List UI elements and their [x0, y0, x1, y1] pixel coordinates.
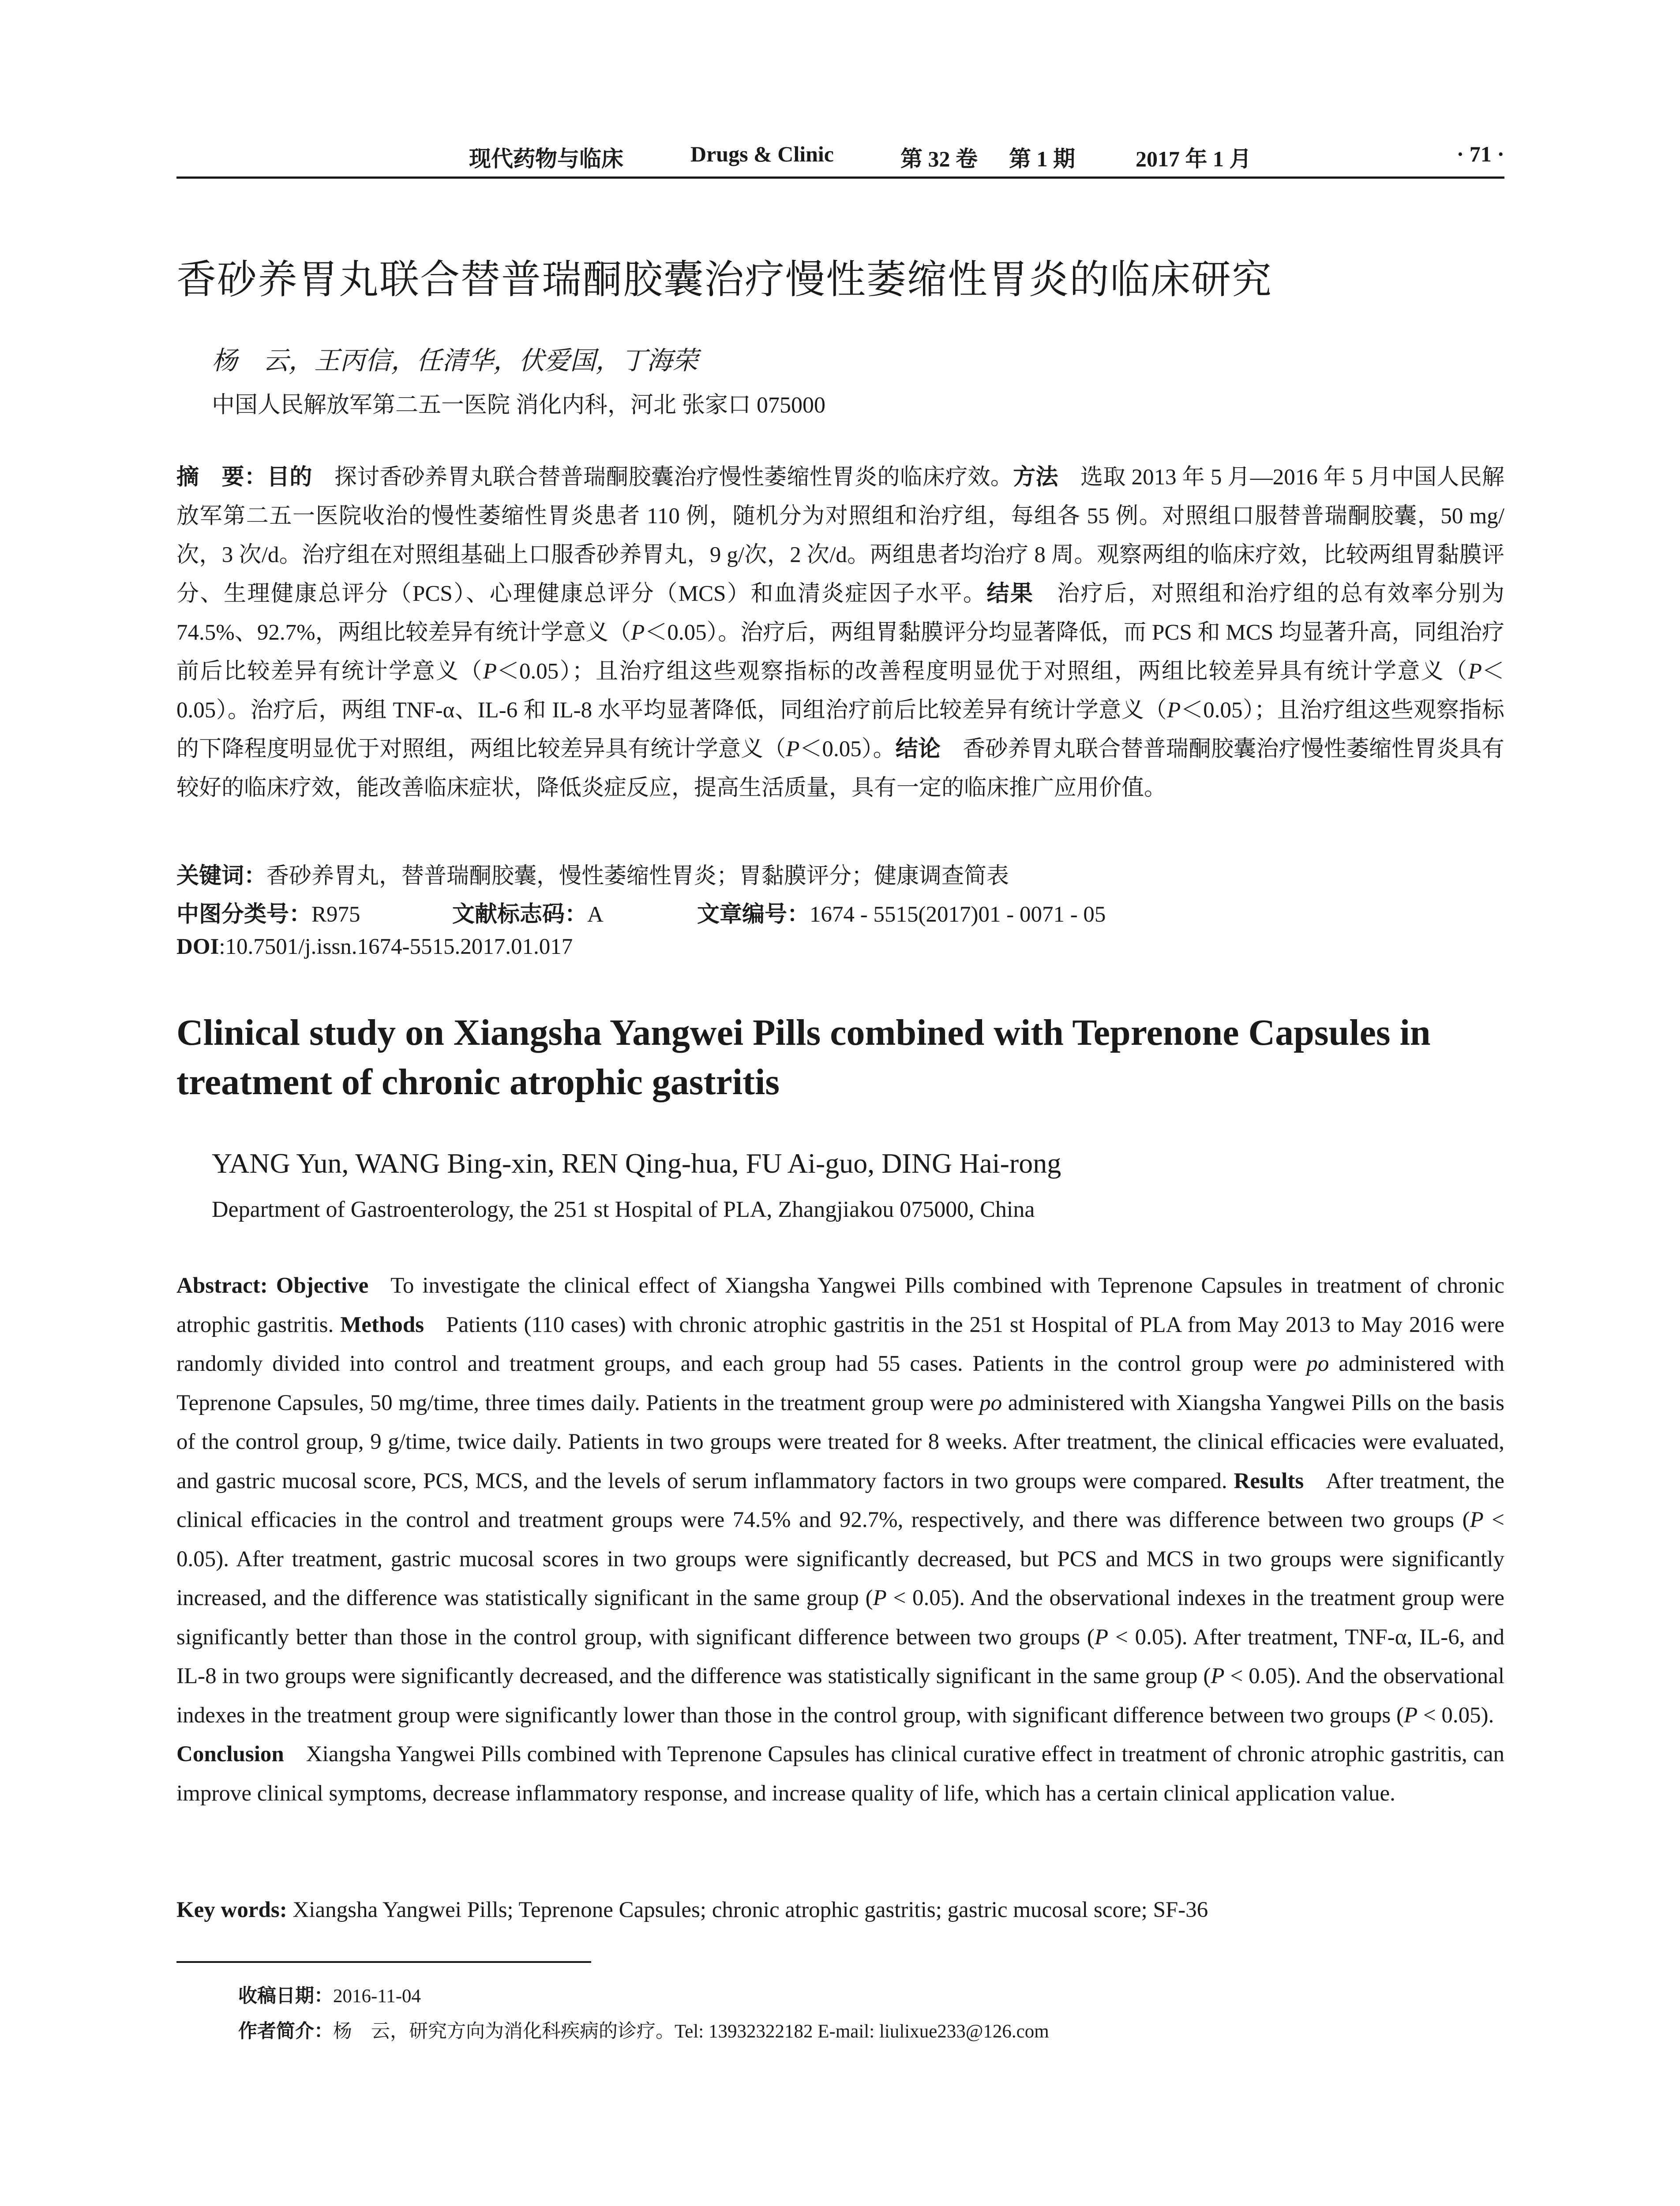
p-value-symbol: P — [1468, 659, 1482, 684]
p-value-symbol: P — [631, 620, 645, 645]
conclusion-label-en: Conclusion — [176, 1742, 284, 1767]
p-value-symbol: P — [1167, 698, 1181, 723]
received-date-value: 2016-11-04 — [333, 1986, 421, 2007]
chinese-title: 香砂养胃丸联合替普瑞酮胶囊治疗慢性萎缩性胃炎的临床研究 — [176, 256, 1272, 303]
footnote-rule — [176, 1961, 591, 1963]
p-value-symbol: P — [1211, 1664, 1225, 1688]
english-title: Clinical study on Xiangsha Yangwei Pills combined with Teprenone Capsules in treatment of chronic atrophic gastritis — [176, 1012, 1431, 1103]
methods-text-en: administered with Teprenone Capsules, 50 mg/time, three times daily. Patients in the treatment group were — [176, 1351, 1505, 1415]
keywords-text-en: Xiangsha Yangwei Pills; Teprenone Capsules; chronic atrophic gastritis; gastric mucosal score; SF-36 — [292, 1898, 1208, 1922]
results-text-cn: 治疗后，对照组和治疗组的总有效率分别为 74.5%、92.7%，两组比较差异有统计学意义（ — [176, 582, 1504, 645]
article-number-field — [697, 896, 1106, 928]
p-value-symbol: P — [1094, 1624, 1109, 1650]
methods-text-en: Patients (110 cases) with chronic atrophic gastritis in the 251 st Hospital of PLA from May 2013 to May 2016 were randomly divided into control and treatment groups, and each group had 55 cases. Patients in the control group were — [176, 1312, 1504, 1376]
objective-text-en: To investigate the clinical effect of Xiangsha Yangwei Pills combined with Teprenone Capsules in treatment of chronic atrophic gastritis. — [176, 1273, 1504, 1337]
conclusion-label-cn: 结论 — [895, 736, 941, 762]
author-bio-text: 杨 云，研究方向为消化科疾病的诊疗。Tel: 13932322182 E-mail: liulixue233@126.com — [333, 2021, 1049, 2042]
english-keywords — [176, 1897, 1208, 1923]
article-number-label: 文章编号： — [697, 901, 810, 927]
results-text-en: < 0.05). And the observational indexes in the treatment group were significantly lower than those in the control group, with significant difference between two groups ( — [176, 1664, 1504, 1728]
results-text-en: < 0.05). After treatment, TNF-α, IL-6, and IL-8 in two groups were significantly decreased, and the difference was statistically significant in the same group ( — [176, 1624, 1504, 1688]
objective-label-cn: 目的 — [267, 464, 312, 490]
results-text-en: < 0.05). — [1418, 1703, 1494, 1728]
p-value-symbol: P — [873, 1586, 887, 1610]
article-number-value: 1674 - 5515(2017)01 - 0071 - 05 — [810, 902, 1106, 927]
methods-label-cn: 方法 — [1013, 464, 1058, 490]
results-text-cn: ＜0.05）。 — [799, 737, 896, 762]
chinese-authors: 杨 云，王丙信，任清华，伏爱国，丁海荣 — [212, 346, 698, 375]
journal-name-cn: 现代药物与临床 — [469, 146, 623, 171]
english-abstract — [176, 1266, 1504, 1813]
document-code-field — [452, 896, 604, 928]
chinese-abstract — [176, 458, 1504, 807]
document-code-label: 文献标志码： — [452, 901, 588, 927]
abstract-label-cn: 摘 要： — [176, 464, 267, 490]
english-affiliation: Department of Gastroenterology, the 251 st Hospital of PLA, Zhangjiakou 075000, China — [212, 1197, 1035, 1222]
clc-value: R975 — [311, 902, 360, 927]
results-label-en: Results — [1234, 1468, 1304, 1493]
p-value-symbol: P — [483, 659, 497, 684]
header-rule — [176, 176, 1504, 179]
methods-text-cn: 选取 2013 年 5 月—2016 年 5 月中国人民解放军第二五一医院收治的慢性萎缩性胃炎患者 110 例，随机分为对照组和治疗组，每组各 55 例。对照组口服替普瑞酮胶囊，50 mg/次，3 次/d。治疗组在对照组基础上口服香砂养胃丸，9 g/次，2 次/d。两组患者均治疗 8 周。观察两组的临床疗效，比较两组胃黏膜评分、生理健康总评分（PCS）、心理健康总评分（MCS）和血清炎症因子水平。 — [176, 465, 1504, 606]
author-bio-footnote — [238, 2016, 1049, 2043]
results-text-cn: ＜0.05）。治疗后，两组 TNF-α、IL-6 和 IL-8 水平均显著降低，同组治疗前后比较差异有统计学意义（ — [176, 659, 1504, 723]
keywords-label-en: Key words: — [176, 1898, 287, 1922]
results-text-cn: ＜0.05）。治疗后，两组胃黏膜评分均显著降低，而 PCS 和 MCS 均显著升高，同组治疗前后比较差异有统计学意义（ — [176, 620, 1504, 684]
volume-number: 第 32 卷 — [900, 146, 978, 171]
issue-date: 2017 年 1 月 — [1136, 146, 1252, 171]
clc-label: 中图分类号： — [176, 901, 312, 927]
issue-number: 第 1 期 — [1009, 146, 1075, 171]
keywords-text-cn: 香砂养胃丸，替普瑞酮胶囊，慢性萎缩性胃炎；胃黏膜评分；健康调查简表 — [266, 864, 1009, 889]
methods-text-en: administered with Xiangsha Yangwei Pills on the basis of the control group, 9 g/time, twice daily. Patients in two groups were treated for 8 weeks. After treatment, the clinical efficacies were evaluated, and gastric mucosal score, PCS, MCS, and the levels of serum inflammatory factors in two groups were compared. — [176, 1390, 1504, 1493]
running-header — [176, 141, 1504, 172]
results-text-en: < 0.05). And the observational indexes in the treatment group were significantly better than those in the control group, with significant difference between two groups ( — [176, 1586, 1504, 1650]
conclusion-text-en: Xiangsha Yangwei Pills combined with Teprenone Capsules has clinical curative effect in treatment of chronic atrophic gastritis, can improve clinical symptoms, decrease inflammatory response, and increase quality of life, which has a certain clinical application value. — [176, 1742, 1504, 1806]
p-value-symbol: P — [1470, 1508, 1484, 1532]
received-date-footnote — [238, 1981, 421, 2008]
objective-text-cn: 探讨香砂养胃丸联合替普瑞酮胶囊治疗慢性萎缩性胃炎的临床疗效。 — [334, 465, 1013, 490]
po-abbreviation: po — [979, 1390, 1002, 1415]
methods-label-en: Methods — [340, 1312, 424, 1337]
conclusion-text-cn: 香砂养胃丸联合替普瑞酮胶囊治疗慢性萎缩性胃炎具有较好的临床疗效，能改善临床症状，降低炎症反应，提高生活质量，具有一定的临床推广应用价值。 — [176, 737, 1504, 800]
results-text-cn: ＜0.05）；且治疗组这些观察指标的下降程度明显优于对照组，两组比较差异具有统计学意义（ — [176, 698, 1504, 762]
results-text-en: < 0.05). After treatment, gastric mucosal scores in two groups were significantly decreased, but PCS and MCS in two groups were significantly increased, and the difference was statistically significant in the same group ( — [176, 1508, 1504, 1610]
abstract-label-en: Abstract: Objective — [176, 1273, 369, 1298]
chinese-affiliation: 中国人民解放军第二五一医院 消化内科，河北 张家口 075000 — [212, 393, 826, 418]
document-code-value: A — [587, 902, 604, 927]
doi-label: DOI — [176, 934, 219, 959]
results-text-cn: ＜0.05）；且治疗组这些观察指标的改善程度明显优于对照组，两组比较差异具有统计学意义（ — [497, 659, 1468, 684]
english-authors: YANG Yun, WANG Bing-xin, REN Qing-hua, FU Ai-guo, DING Hai-rong — [212, 1148, 1061, 1179]
doi-value[interactable]: :10.7501/j.issn.1674-5515.2017.01.017 — [219, 934, 573, 959]
page-number: · 71 · — [1456, 142, 1504, 166]
journal-name-en: Drugs & Clinic — [690, 142, 834, 166]
p-value-symbol: P — [786, 737, 800, 762]
p-value-symbol: P — [1404, 1703, 1418, 1728]
po-abbreviation: po — [1306, 1351, 1329, 1376]
chinese-keywords — [176, 857, 1009, 890]
results-text-en: After treatment, the clinical efficacies in the control and treatment groups were 74.5% and 92.7%, respectively, and there was difference between two groups ( — [176, 1468, 1505, 1532]
results-label-cn: 结果 — [986, 581, 1034, 607]
keywords-label-cn: 关键词： — [176, 863, 267, 889]
doi-line — [176, 934, 573, 960]
received-date-label: 收稿日期： — [238, 1985, 333, 2007]
clc-field — [176, 896, 360, 928]
author-bio-label: 作者简介： — [238, 2020, 333, 2042]
